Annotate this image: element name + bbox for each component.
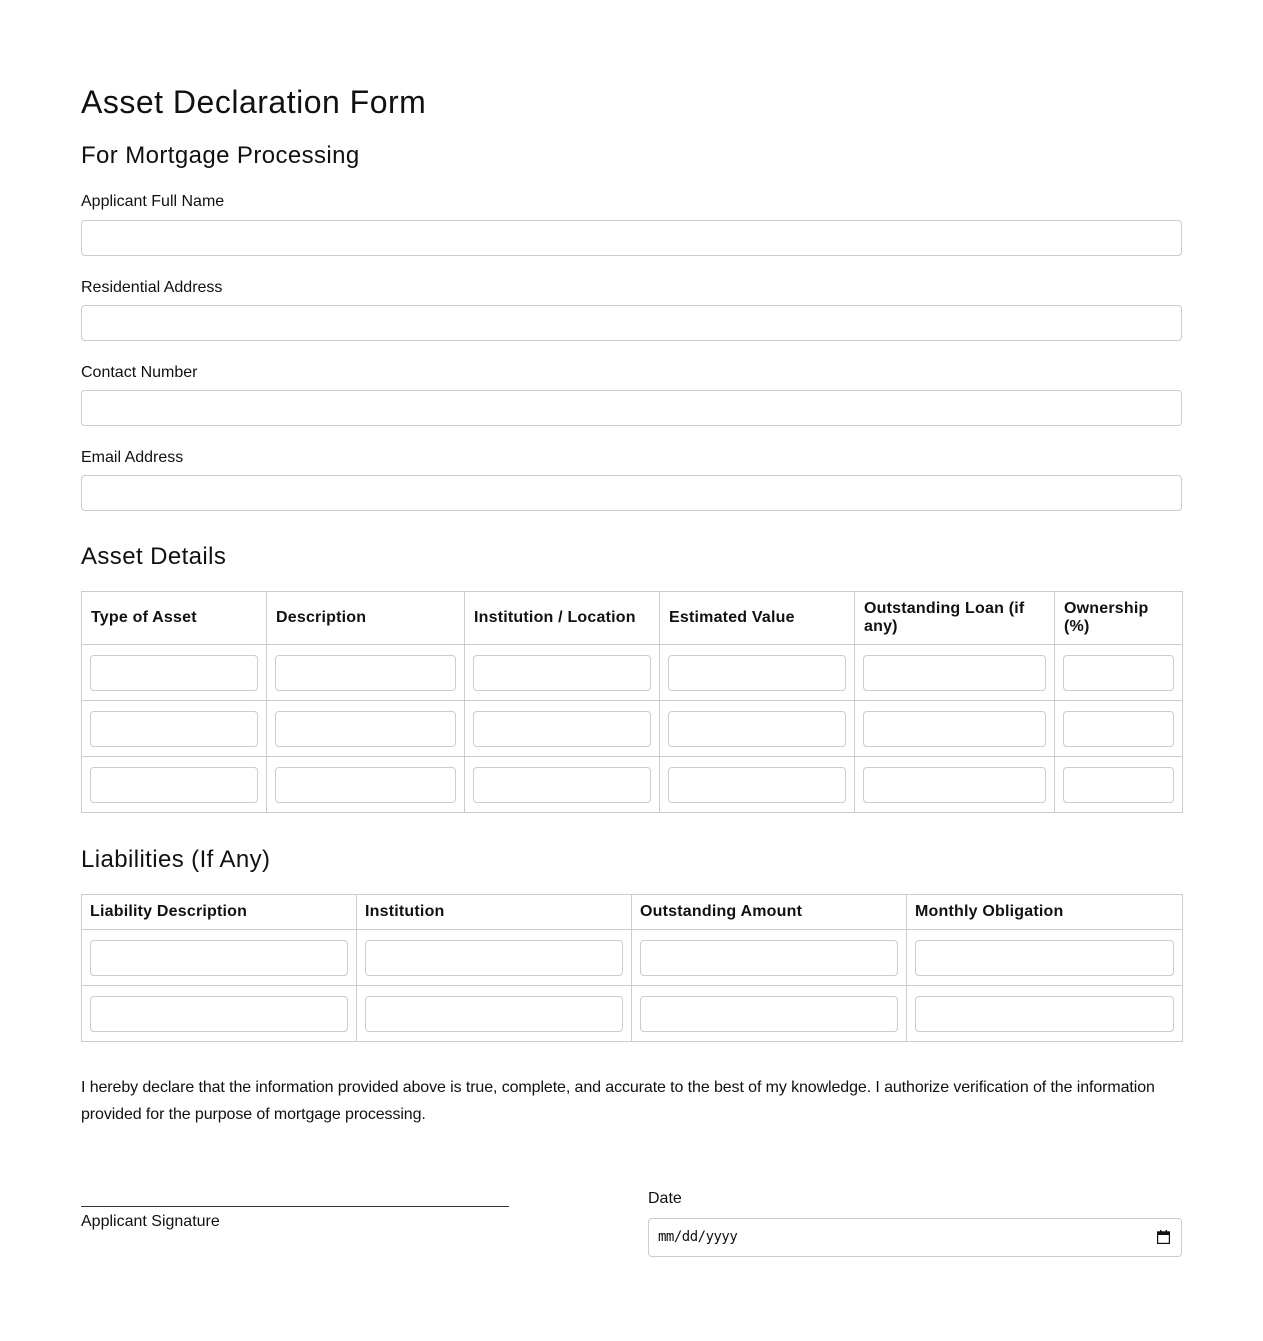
col-outstanding-loan: Outstanding Loan (if any) [855,592,1055,645]
table-cell [907,986,1183,1042]
table-cell [82,645,267,701]
table-row [82,757,1183,813]
email-input[interactable] [81,475,1182,511]
asset-type-input[interactable] [90,655,258,691]
contact-number-label: Contact Number [81,364,198,381]
liability-description-input[interactable] [90,996,348,1032]
col-description: Description [267,592,465,645]
table-cell [267,645,465,701]
table-cell [1055,757,1183,813]
asset-loan-input[interactable] [863,655,1046,691]
table-cell [855,645,1055,701]
asset-ownership-input[interactable] [1063,655,1174,691]
table-cell [267,757,465,813]
liabilities-table [81,894,1183,1042]
liabilities-table-header [82,895,1183,930]
table-row [82,930,1183,986]
asset-description-input[interactable] [275,711,456,747]
table-row [82,645,1183,701]
full-name-input[interactable] [81,220,1182,256]
asset-ownership-input[interactable] [1063,711,1174,747]
declaration-text: I hereby declare that the information provided above is true, complete, and accurate to the best of my knowledge. I authorize verification of the information provided for the purpose of mortgage processing. [81,1079,1155,1123]
asset-description-input[interactable] [275,655,456,691]
asset-details-heading: Asset Details [81,543,227,570]
liability-amount-input[interactable] [640,940,898,976]
table-cell [660,701,855,757]
asset-institution-input[interactable] [473,655,651,691]
table-cell [855,757,1055,813]
asset-table [81,591,1183,813]
asset-type-input[interactable] [90,711,258,747]
table-cell [1055,645,1183,701]
asset-type-input[interactable] [90,767,258,803]
table-cell [82,701,267,757]
col-institution: Institution [357,895,632,930]
email-label: Email Address [81,449,184,466]
asset-value-input[interactable] [668,711,846,747]
date-input[interactable] [648,1218,1182,1257]
table-row [82,701,1183,757]
page-title: Asset Declaration Form [81,84,427,120]
liabilities-heading: Liabilities (If Any) [81,846,271,873]
full-name-label: Applicant Full Name [81,193,225,210]
date-placeholder: mm/dd/yyyy [658,1229,738,1245]
liability-institution-input[interactable] [365,940,623,976]
liability-monthly-input[interactable] [915,940,1174,976]
col-institution-location: Institution / Location [465,592,660,645]
contact-number-input[interactable] [81,390,1182,426]
table-cell [660,757,855,813]
table-cell [82,757,267,813]
liability-monthly-input[interactable] [915,996,1174,1032]
asset-loan-input[interactable] [863,767,1046,803]
calendar-icon[interactable] [1157,1230,1170,1244]
table-cell [357,930,632,986]
table-cell [465,645,660,701]
asset-institution-input[interactable] [473,711,651,747]
asset-table-header [82,592,1183,645]
asset-ownership-input[interactable] [1063,767,1174,803]
col-type-of-asset: Type of Asset [82,592,267,645]
asset-value-input[interactable] [668,655,846,691]
table-cell [632,930,907,986]
table-cell [907,930,1183,986]
table-cell [660,645,855,701]
table-cell [82,930,357,986]
page-subtitle: For Mortgage Processing [81,142,360,169]
table-cell [465,757,660,813]
table-cell [632,986,907,1042]
col-estimated-value: Estimated Value [660,592,855,645]
col-outstanding-amount: Outstanding Amount [632,895,907,930]
date-label: Date [648,1190,682,1207]
liability-description-input[interactable] [90,940,348,976]
table-row [82,986,1183,1042]
table-cell [855,701,1055,757]
table-cell [465,701,660,757]
table-cell [267,701,465,757]
signature-label: Applicant Signature [81,1213,220,1230]
asset-loan-input[interactable] [863,711,1046,747]
liability-amount-input[interactable] [640,996,898,1032]
table-cell [1055,701,1183,757]
col-liability-description: Liability Description [82,895,357,930]
col-ownership: Ownership (%) [1055,592,1183,645]
table-cell [82,986,357,1042]
col-monthly-obligation: Monthly Obligation [907,895,1183,930]
asset-institution-input[interactable] [473,767,651,803]
address-input[interactable] [81,305,1182,341]
signature-line[interactable] [81,1206,509,1207]
asset-description-input[interactable] [275,767,456,803]
asset-value-input[interactable] [668,767,846,803]
address-label: Residential Address [81,279,223,296]
table-cell [357,986,632,1042]
liability-institution-input[interactable] [365,996,623,1032]
